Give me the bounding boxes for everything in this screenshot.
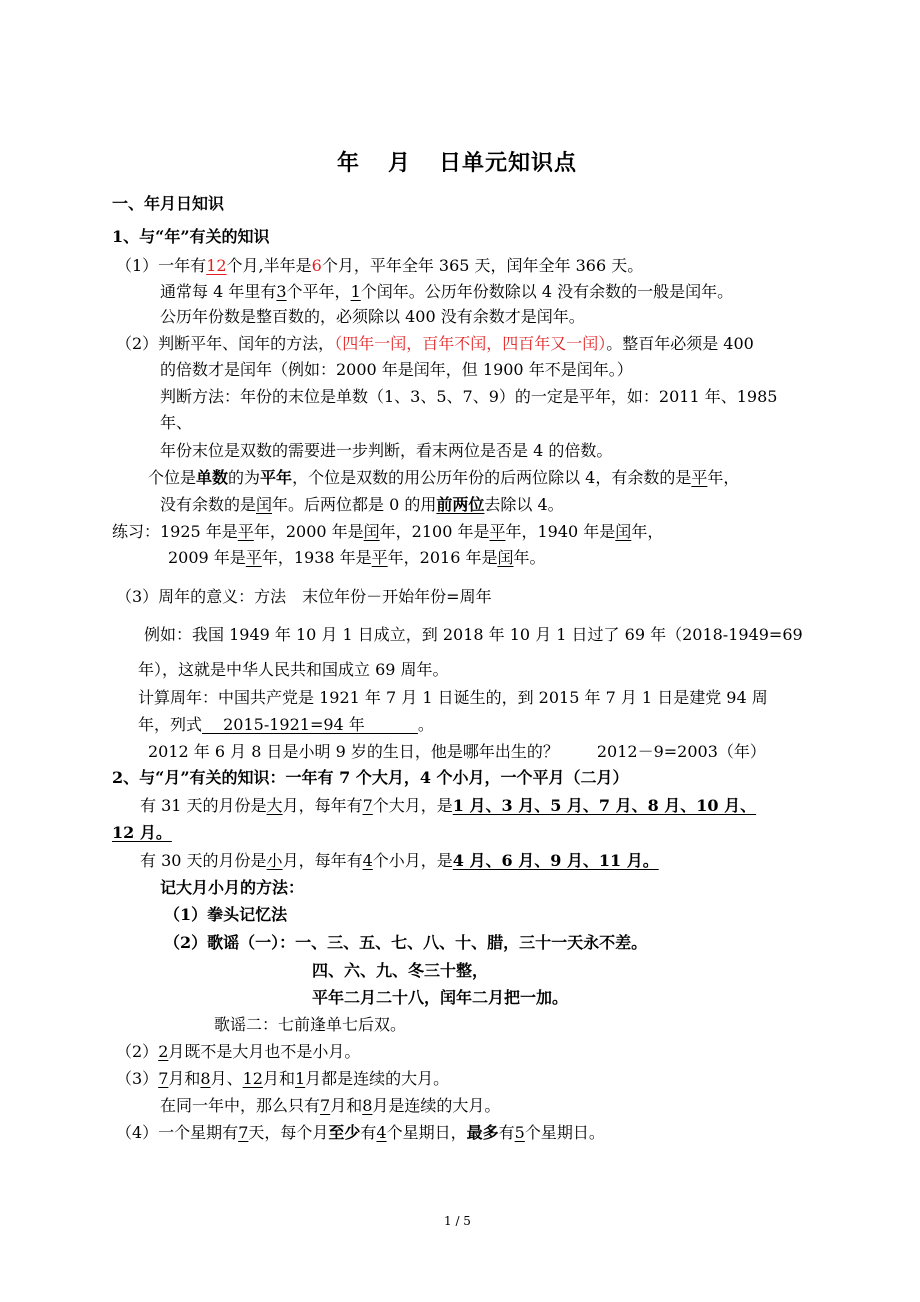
exercise-line: 2009 年是平年，1938 年是平年，2016 年是闰年。 [168,548,546,567]
method-heading: 记大月小月的方法： [160,878,305,897]
page-number: 1 / 5 [444,1214,471,1228]
paragraph-line: 12 月。 [112,823,172,842]
paragraph-line: 2012 年 6 月 8 日是小明 9 岁的生日，他是哪年出生的？ 2012－9=2003（年） [148,742,766,761]
method-item: （1）拳头记忆法 [164,905,288,924]
paragraph-line: （4）一个星期有7天，每个月至少有4个星期日，最多有5个星期日。 [116,1123,605,1142]
paragraph-line: （2）2月既不是大月也不是小月。 [116,1042,361,1061]
paragraph-line: 没有余数的是闰年。后两位都是 0 的用前两位去除以 4。 [160,495,564,514]
paragraph-line: （1）一年有12个月,半年是6个月，平年全年 365 天，闰年全年 366 天。 [116,256,644,275]
paragraph-line: （3）7月和8月、12月和1月都是连续的大月。 [116,1069,450,1088]
paragraph-line: 有 30 天的月份是小月，每年有4个小月，是4 月、6 月、9 月、11 月。 [140,851,659,870]
formula-blank: 2015-1921=94 年 [202,715,418,734]
paragraph-line: 年份末位是双数的需要进一步判断，看末两位是否是 4 的倍数。 [160,441,613,460]
paragraph-line: 年，列式 2015-1921=94 年 。 [138,715,434,734]
paragraph-line: 有 31 天的月份是大月，每年有7个大月，是1 月、3 月、5 月、7 月、8 月、10 月、 [140,796,757,815]
method-item: （2）歌谣（一）：一、三、五、七、八、十、腊，三十一天永不差。 [164,933,648,952]
exercise-line: 练习：1925 年是平年，2000 年是闰年，2100 年是平年，1940 年是闰年， [112,522,664,541]
paragraph-line: （2）判断平年、闰年的方法，（四年一闰，百年不闰，四百年又一闰）。整百年必须是 400 [116,334,754,353]
paragraph-line: 个位是单数的为平年，个位是双数的用公历年份的后两位除以 4，有余数的是平年， [148,468,740,487]
paragraph-line: 的倍数才是闰年（例如：2000 年是闰年，但 1900 年不是闰年。） [160,360,633,379]
method-item: 平年二月二十八，闰年二月把一加。 [312,988,569,1007]
subsection-heading-year: 1、与“年”有关的知识 [112,227,270,246]
paragraph-line: 年），这就是中华人民共和国成立 69 周年。 [138,660,449,679]
paragraph-line: 在同一年中，那么只有7月和8月是连续的大月。 [160,1096,501,1115]
paragraph-line: 判断方法：年份的末位是单数（1、3、5、7、9）的一定是平年，如：2011 年、1985 [160,387,778,406]
method-item: 四、六、九、冬三十整， [312,961,489,980]
paragraph-line: 计算周年：中国共产党是 1921 年 7 月 1 日诞生的，到 2015 年 7 月 1 日是建党 94 周 [138,688,768,707]
subsection-heading-month: 2、与“月”有关的知识：一年有 7 个大月，4 个小月，一个平月（二月） [112,768,629,787]
page-title: 年 月 日单元知识点 [337,150,578,176]
section-heading: 一、年月日知识 [112,194,225,213]
method-item: 歌谣二：七前逢单七后双。 [214,1015,407,1034]
paragraph-line: 公历年份数是整百数的，必须除以 400 没有余数才是闰年。 [160,307,585,326]
paragraph-line: 年、 [160,413,193,432]
paragraph-line: 例如：我国 1949 年 10 月 1 日成立，到 2018 年 10 月 1 日过了 69 年（2018-1949=69 [144,625,803,644]
paragraph-line: 通常每 4 年里有3个平年，1个闰年。公历年份数除以 4 没有余数的一般是闰年。 [160,282,734,301]
paragraph-line: （3）周年的意义：方法 末位年份－开始年份=周年 [116,587,492,606]
